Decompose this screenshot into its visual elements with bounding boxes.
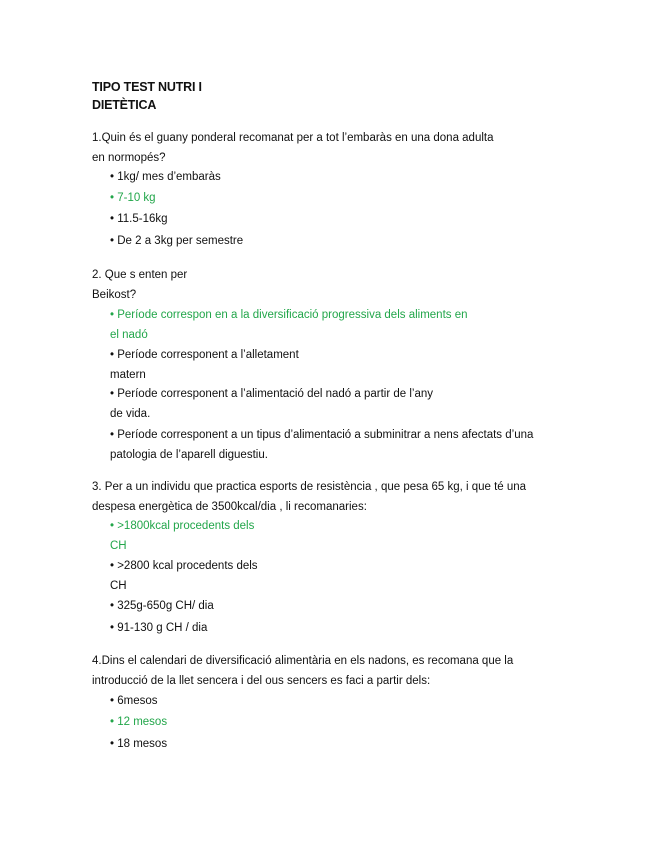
q2-option-a-correct	[110, 305, 560, 345]
q2-option-b-line-1: • Període corresponent a l’alletament	[110, 349, 299, 361]
question-4-line-1: 4.Dins el calendari de diversificació alimentària en els nadons, es recomana que la	[92, 655, 514, 667]
question-3-line-1: 3. Per a un individu que practica esports de resistència , que pesa 65 kg, i que té una	[92, 481, 527, 493]
q2-option-d	[110, 425, 560, 465]
q4-option-a: • 6mesos	[110, 695, 158, 707]
question-1	[92, 128, 562, 168]
q1-option-d: • De 2 a 3kg per semestre	[110, 235, 244, 247]
question-2-line-1: 2. Que s enten per	[92, 269, 188, 281]
question-4	[92, 651, 562, 691]
q3-option-b-line-2: CH	[110, 580, 127, 592]
q2-option-a-line-1: • Període correspon en a la diversificació progressiva dels aliments en	[110, 309, 468, 321]
q2-option-d-line-1: • Període corresponent a un tipus d’alimentació a subminitrar a nens afectats d’una	[110, 429, 534, 441]
q3-option-b	[110, 556, 560, 596]
title-line-1: TIPO TEST NUTRI I	[92, 80, 202, 94]
q2-option-b-line-2: matern	[110, 369, 146, 381]
q1-option-a: • 1kg/ mes d’embaràs	[110, 171, 221, 183]
q2-option-c	[110, 384, 560, 424]
document-title	[92, 78, 202, 114]
q2-option-c-line-1: • Període corresponent a l’alimentació del nadó a partir de l’any	[110, 388, 434, 400]
q2-option-b	[110, 345, 560, 385]
question-2-line-2: Beikost?	[92, 289, 137, 301]
question-2	[92, 265, 562, 305]
question-4-line-2: introducció de la llet sencera i del ous sencers es faci a partir dels:	[92, 675, 431, 687]
q3-option-a-line-2: CH	[110, 540, 127, 552]
q3-option-c: • 325g-650g CH/ dia	[110, 600, 214, 612]
q4-option-c: • 18 mesos	[110, 738, 168, 750]
q2-option-c-line-2: de vida.	[110, 408, 151, 420]
q3-option-a-correct	[110, 516, 560, 556]
q3-option-a-line-1: • >1800kcal procedents dels	[110, 520, 255, 532]
q3-option-b-line-1: • >2800 kcal procedents dels	[110, 560, 258, 572]
q4-option-b-correct: • 12 mesos	[110, 716, 168, 728]
q3-option-d: • 91-130 g CH / dia	[110, 622, 208, 634]
q1-option-b-correct: • 7-10 kg	[110, 192, 156, 204]
q2-option-d-line-2: patologia de l’aparell diguestiu.	[110, 449, 268, 461]
q1-option-c: • 11.5-16kg	[110, 213, 168, 225]
title-line-2: DIETÈTICA	[92, 98, 157, 112]
q2-option-a-line-2: el nadó	[110, 329, 148, 341]
question-1-line-2: en normopés?	[92, 152, 166, 164]
question-3	[92, 477, 562, 517]
question-1-line-1: 1.Quin és el guany ponderal recomanat per a tot l’embaràs en una dona adulta	[92, 132, 494, 144]
question-3-line-2: despesa energètica de 3500kcal/dia , li recomanaries:	[92, 501, 367, 513]
